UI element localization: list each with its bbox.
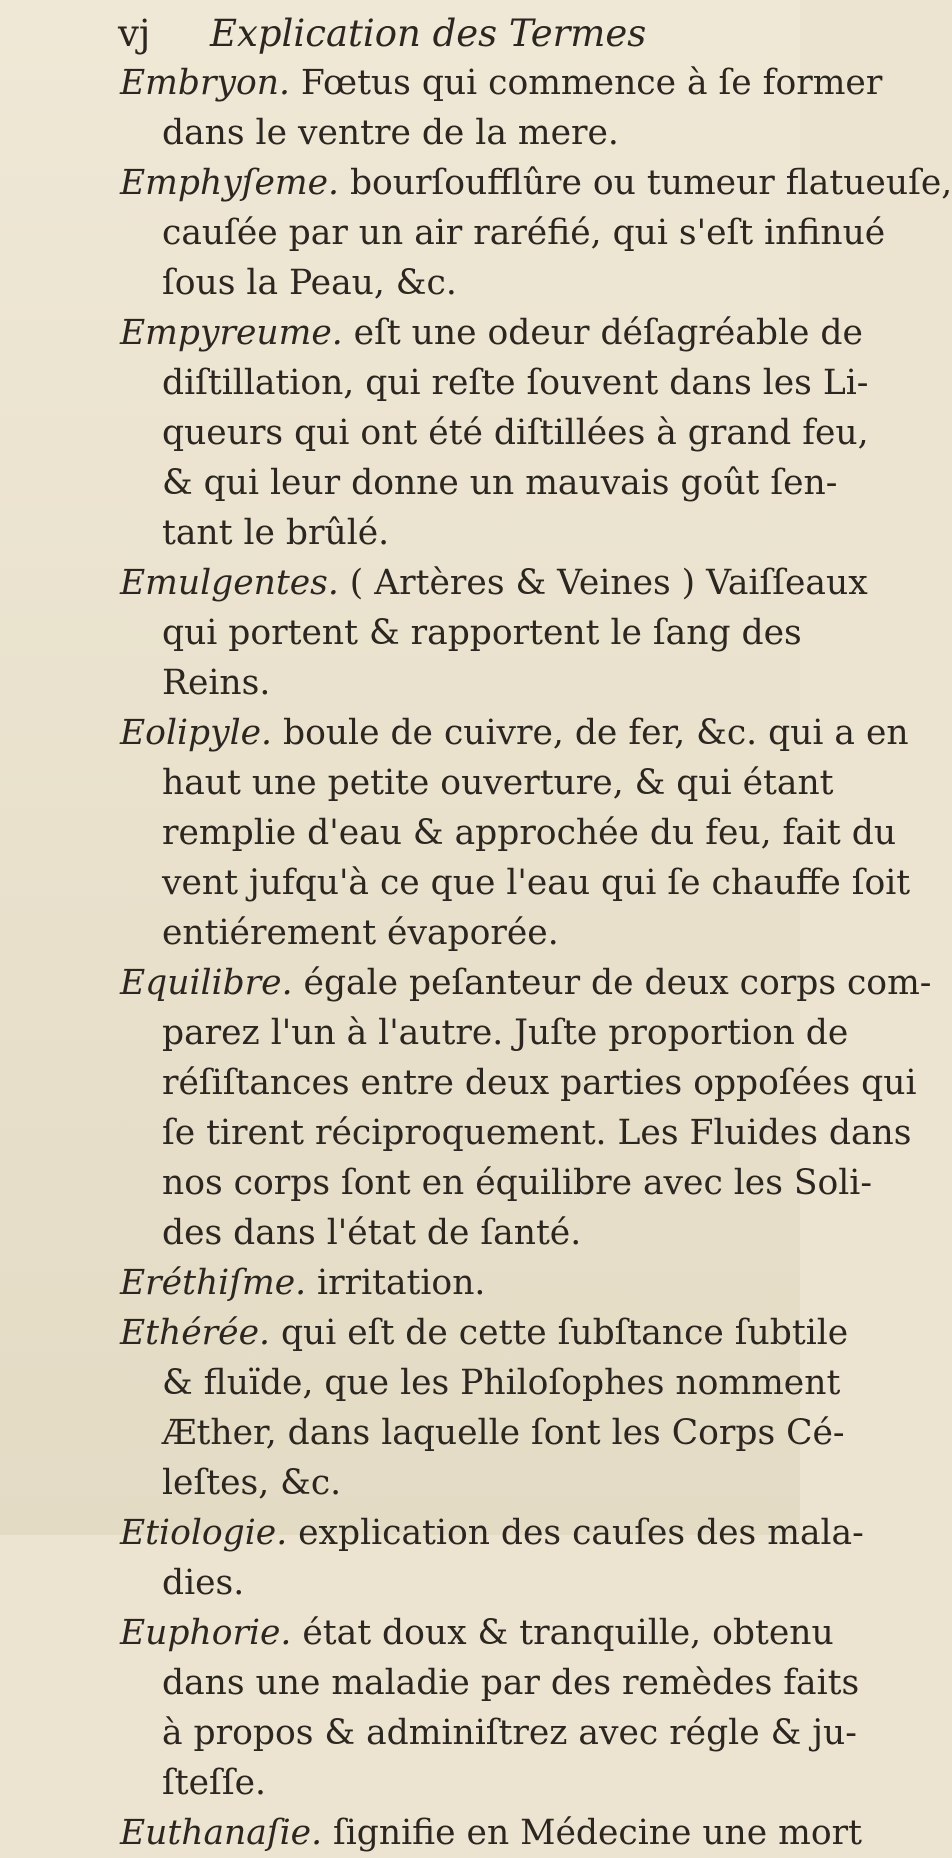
entry-term: Embryon. [120, 63, 290, 103]
glossary-entry [120, 958, 932, 1258]
entry-text-line: dans une maladie par des remèdes faits [162, 1663, 860, 1703]
entry-text-line: & qui leur donne un mauvais goût ſen- [162, 463, 838, 503]
entry-text-line: égale peſanteur de deux corps com- [292, 963, 932, 1003]
entry-text-line: Æther, dans laquelle ſont les Corps Cé- [162, 1413, 845, 1453]
entry-term: Eréthiſme. [120, 1263, 307, 1303]
glossary-entry [120, 1808, 863, 1858]
glossary-entry [120, 1258, 800, 1308]
entry-term: Emulgentes. [120, 563, 339, 603]
entry-term: Empyreume. [120, 313, 343, 353]
page-header [118, 6, 738, 62]
entry-text-line: ſe tirent réciproquement. Les Fluides dans [162, 1113, 912, 1153]
entry-text-line: explication des cauſes des mala- [287, 1513, 864, 1553]
running-title: Explication des Termes [210, 12, 647, 55]
entry-text-line: & fluïde, que les Philoſophes nomment [162, 1363, 841, 1403]
entry-text-line: qui portent & rapportent le ſang des [162, 613, 802, 653]
glossary-entry [120, 58, 883, 158]
entry-text-line: Reins. [162, 663, 271, 703]
glossary-entry [120, 1508, 864, 1608]
entry-text-line: bourſoufflûre ou tumeur flatueuſe, [338, 163, 952, 203]
entry-term: Emphyſeme. [120, 163, 339, 203]
entry-text-line: ( Artères & Veines ) Vaiſſeaux [338, 563, 868, 603]
glossary-entry [120, 308, 869, 558]
entry-text-line: dans le ventre de la mere. [162, 113, 619, 153]
entry-text-line: tant le brûlé. [162, 513, 390, 553]
entry-text-line: qui eſt de cette ſubſtance ſubtile [269, 1313, 849, 1353]
entry-text-line: boule de cuivre, de fer, &c. qui a en [272, 713, 909, 753]
glossary-entry [120, 1308, 849, 1508]
entry-term: Euphorie. [120, 1613, 292, 1653]
entry-text-line: vent jufqu'à ce que l'eau qui ſe chauffe ſoit [162, 863, 911, 903]
entry-text-line: entiérement évaporée. [162, 913, 559, 953]
entry-term: Etiologie. [120, 1513, 288, 1553]
entry-text-line: leſtes, &c. [162, 1463, 342, 1503]
entry-text-line: eſt une odeur déſagréable de [342, 313, 863, 353]
entry-text-line: ſteſſe. [162, 1763, 266, 1803]
entry-text-line: Fœtus qui commence à ſe former [289, 63, 883, 103]
glossary-entry [120, 708, 911, 958]
entry-text-line: des dans l'état de ſanté. [162, 1213, 582, 1253]
entry-text-line: réſiſtances entre deux parties oppoſées qui [162, 1063, 917, 1103]
entry-text-line: remplie d'eau & approchée du feu, fait du [162, 813, 897, 853]
entry-text-line: cauſée par un air raréfié, qui s'eſt infinué [162, 213, 886, 253]
entry-text-line: ſignifie en Médecine une mort [322, 1813, 863, 1853]
entry-text-line: haut une petite ouverture, & qui étant [162, 763, 834, 803]
entry-text-line: état doux & tranquille, obtenu [291, 1613, 834, 1653]
entry-text-line: diſtillation, qui reſte ſouvent dans les Li- [162, 363, 869, 403]
glossary-entries [120, 58, 952, 1858]
glossary-entry [120, 558, 868, 708]
entry-text-line: irritation. [306, 1263, 486, 1303]
glossary-entry [120, 1608, 860, 1808]
entry-term: Eolipyle. [120, 713, 273, 753]
entry-text-line: à propos & adminiſtrez avec régle & ju- [162, 1713, 857, 1753]
folio-number: vj [118, 12, 151, 55]
entry-text-line: ſous la Peau, &c. [162, 263, 457, 303]
entry-text-line: nos corps ſont en équilibre avec les Soli- [162, 1163, 872, 1203]
entry-term: Ethérée. [120, 1313, 270, 1353]
entry-text-line: parez l'un à l'autre. Juſte proportion de [162, 1013, 849, 1053]
glossary-entry [120, 158, 952, 308]
entry-text-line: queurs qui ont été diſtillées à grand feu, [162, 413, 869, 453]
entry-term: Euthanaſie. [120, 1813, 323, 1853]
entry-text-line: dies. [162, 1563, 245, 1603]
entry-term: Equilibre. [120, 963, 293, 1003]
